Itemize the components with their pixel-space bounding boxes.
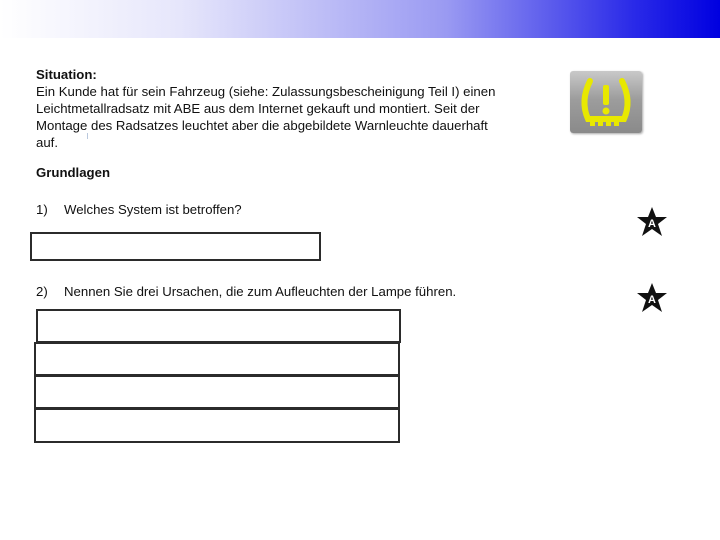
answer-field-2a[interactable] bbox=[36, 309, 401, 343]
header-gradient-bar bbox=[0, 0, 720, 38]
tire-pressure-warning-icon bbox=[570, 71, 642, 133]
situation-heading: Situation: bbox=[36, 67, 97, 82]
question-1 bbox=[36, 202, 242, 217]
answer-field-2b[interactable] bbox=[34, 342, 400, 376]
star-badge-label: A bbox=[648, 218, 656, 230]
situation-line: Ein Kunde hat für sein Fahrzeug (siehe: Zulassungsbescheinigung Teil I) einen bbox=[36, 84, 496, 99]
situation-text-block bbox=[36, 66, 556, 151]
star-badge-label: A bbox=[648, 294, 656, 306]
situation-line: Leichtmetallradsatz mit ABE aus dem Internet gekauft und montiert. Seit der bbox=[36, 101, 480, 116]
situation-line: auf. bbox=[36, 135, 58, 150]
level-a-star-badge bbox=[636, 206, 668, 238]
question-number: 2) bbox=[36, 284, 48, 299]
question-text: Nennen Sie drei Ursachen, die zum Aufleuchten der Lampe führen. bbox=[64, 284, 457, 299]
section-title: Grundlagen bbox=[36, 165, 110, 180]
question-number: 1) bbox=[36, 202, 48, 217]
situation-line: Montage des Radsatzes leuchtet aber die abgebildete Warnleuchte dauerhaft bbox=[36, 118, 488, 133]
answer-field-1[interactable] bbox=[30, 232, 321, 261]
level-a-star-badge bbox=[636, 282, 668, 314]
question-text: Welches System ist betroffen? bbox=[64, 202, 242, 217]
question-2 bbox=[36, 284, 456, 299]
answer-field-2d[interactable] bbox=[34, 408, 400, 443]
faint-mark: ı bbox=[86, 130, 90, 142]
answer-field-2c[interactable] bbox=[34, 375, 400, 409]
